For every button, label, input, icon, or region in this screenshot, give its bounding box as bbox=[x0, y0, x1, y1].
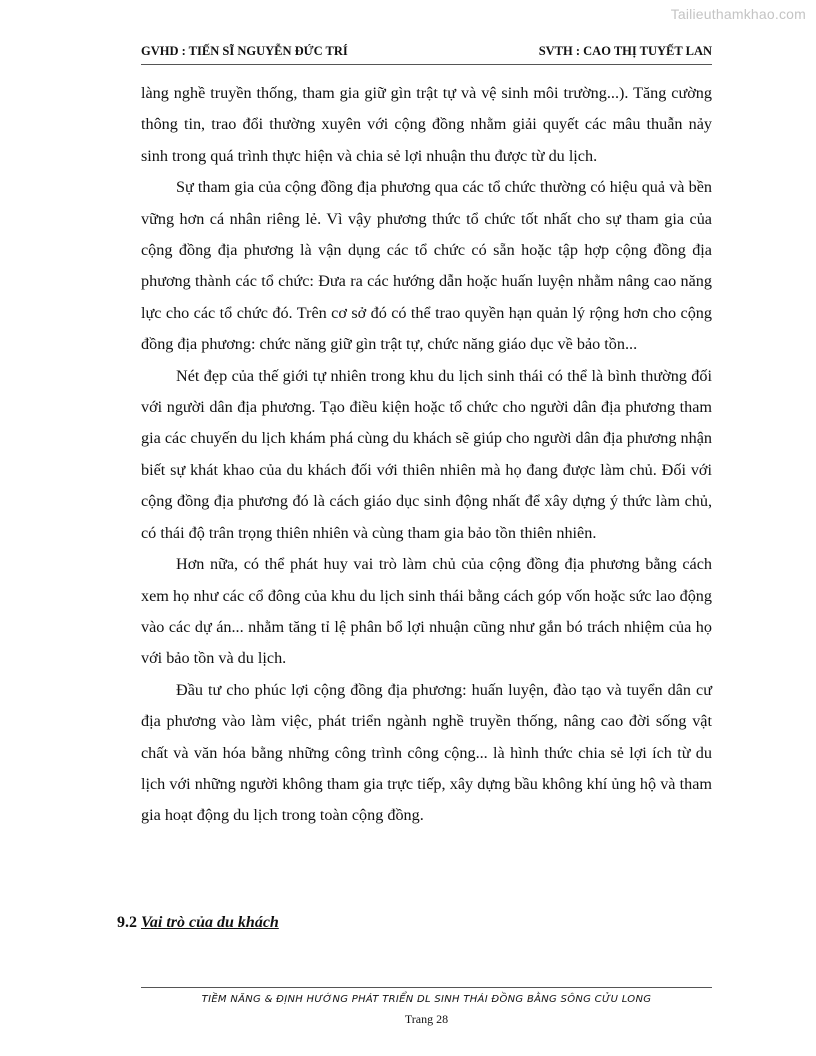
section-number: 9.2 bbox=[117, 914, 137, 931]
paragraph: Sự tham gia của cộng đồng địa phương qua các tổ chức thường có hiệu quả và bền vững hơn cá nhân riêng lẻ. Vì vậy phương thức tổ chức tốt nhất cho sự tham gia của cộng đồng địa phương là vận dụng các tổ chức có sẵn hoặc tập hợp cộng đồng địa phương thành các tổ chức: Đưa ra các hướng dẫn hoặc huấn luyện nhằm nâng cao năng lực cho các tổ chức đó. Trên cơ sở đó có thể trao quyền hạn quản lý rộng hơn cho cộng đồng địa phương: chức năng giữ gìn trật tự, chức năng giáo dục về bảo tồn... bbox=[141, 178, 712, 354]
header-supervisor: GVHD : TIẾN SĨ NGUYỄN ĐỨC TRÍ bbox=[141, 44, 348, 58]
paragraph: Nét đẹp của thế giới tự nhiên trong khu du lịch sinh thái có thể là bình thường đối với người dân địa phương. Tạo điều kiện hoặc tổ chức cho người dân địa phương tham gia các chuyến du lịch khám phá cùng du khách sẽ giúp cho người dân địa phương nhận biết sự khát khao của du khách đối với thiên nhiên mà họ đang được làm chủ. Đối với cộng đồng địa phương đó là cách giáo dục sinh động nhất để xây dựng ý thức làm chủ, có thái độ trân trọng thiên nhiên và cùng tham gia bảo tồn thiên nhiên. bbox=[141, 366, 712, 542]
footer-divider bbox=[141, 987, 712, 988]
header-student: SVTH : CAO THỊ TUYẾT LAN bbox=[538, 44, 712, 58]
section-heading bbox=[117, 914, 279, 932]
body-text bbox=[141, 78, 712, 832]
watermark: Tailieuthamkhao.com bbox=[670, 6, 806, 22]
footer-title: TIỀM NĂNG & ĐỊNH HƯỚNG PHÁT TRIỂN DL SINH THÁI ĐỒNG BẰNG SÔNG CỬU LONG bbox=[201, 994, 652, 1005]
page-number: Trang 28 bbox=[404, 1012, 449, 1026]
paragraph-continuation: làng nghề truyền thống, tham gia giữ gìn trật tự và vệ sinh môi trường...). Tăng cường thông tin, trao đổi thường xuyên với cộng đồng nhằm giải quyết các mâu thuẫn nảy sinh trong quá trình thực hiện và chia sẻ lợi nhuận thu được từ du lịch. bbox=[141, 84, 712, 165]
paragraph: Đầu tư cho phúc lợi cộng đồng địa phương: huấn luyện, đào tạo và tuyển dân cư địa phương vào làm việc, phát triển ngành nghề truyền thống, nâng cao đời sống vật chất và văn hóa bằng những công trình công cộng... là hình thức chia sẻ lợi ích từ du lịch với những người không tham gia trực tiếp, xây dựng bầu không khí ủng hộ và tham gia hoạt động du lịch trong toàn cộng đồng. bbox=[141, 680, 712, 825]
page-header bbox=[141, 44, 712, 65]
paragraph: Hơn nữa, có thể phát huy vai trò làm chủ của cộng đồng địa phương bằng cách xem họ như các cổ đông của khu du lịch sinh thái bằng cách góp vốn hoặc sức lao động vào các dự án... nhằm tăng tỉ lệ phân bổ lợi nhuận cũng như gắn bó trách nhiệm của họ với bảo tồn và du lịch. bbox=[141, 555, 712, 668]
section-title: Vai trò của du khách bbox=[141, 914, 279, 931]
